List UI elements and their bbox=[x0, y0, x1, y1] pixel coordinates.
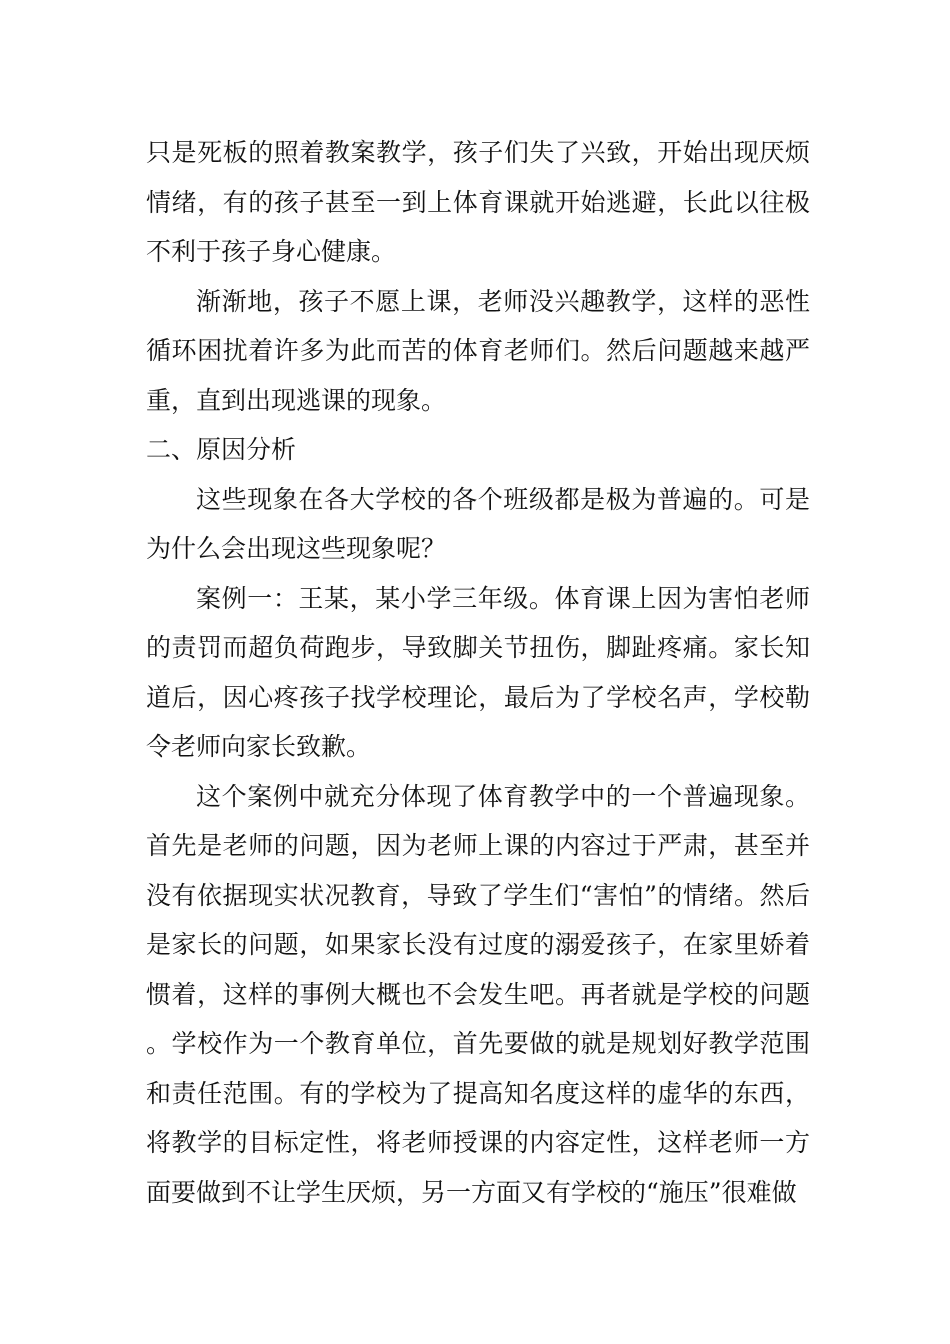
paragraph: 只是死板的照着教案教学，孩子们失了兴致，开始出现厌烦情绪，有的孩子甚至一到上体育课就开始逃避，长此以往极不利于孩子身心健康。 bbox=[146, 138, 810, 266]
paragraph: 这些现象在各大学校的各个班级都是极为普遍的。可是为什么会出现这些现象呢？ bbox=[146, 484, 810, 563]
section-heading: 二、原因分析 bbox=[146, 435, 297, 464]
document-body bbox=[146, 128, 810, 1217]
paragraph: 渐渐地，孩子不愿上课，老师没兴趣教学，这样的恶性循环困扰着许多为此而苦的体育老师们。然后问题越来越严重，直到出现逃课的现象。 bbox=[146, 286, 810, 415]
paragraph: 这个案例中就充分体现了体育教学中的一个普遍现象。首先是老师的问题，因为老师上课的内容过于严肃，甚至并没有依据现实状况教育，导致了学生们“害怕”的情绪。然后是家长的问题，如果家长没有过度的溺爱孩子，在家里娇着惯着，这样的事例大概也不会发生吧。再者就是学校的问题。学校作为一个教育单位，首先要做的就是规划好教学范围和责任范围。有的学校为了提高知名度这样的虚华的东西，将教学的目标定性，将老师授课的内容定性，这样老师一方面要做到不让学生厌烦，另一方面又有学校的“施压”很难做 bbox=[146, 781, 810, 1207]
paragraph: 案例一：王某，某小学三年级。体育课上因为害怕老师的责罚而超负荷跑步，导致脚关节扭伤，脚趾疼痛。家长知道后，因心疼孩子找学校理论，最后为了学校名声，学校勒令老师向家长致歉。 bbox=[146, 583, 810, 761]
